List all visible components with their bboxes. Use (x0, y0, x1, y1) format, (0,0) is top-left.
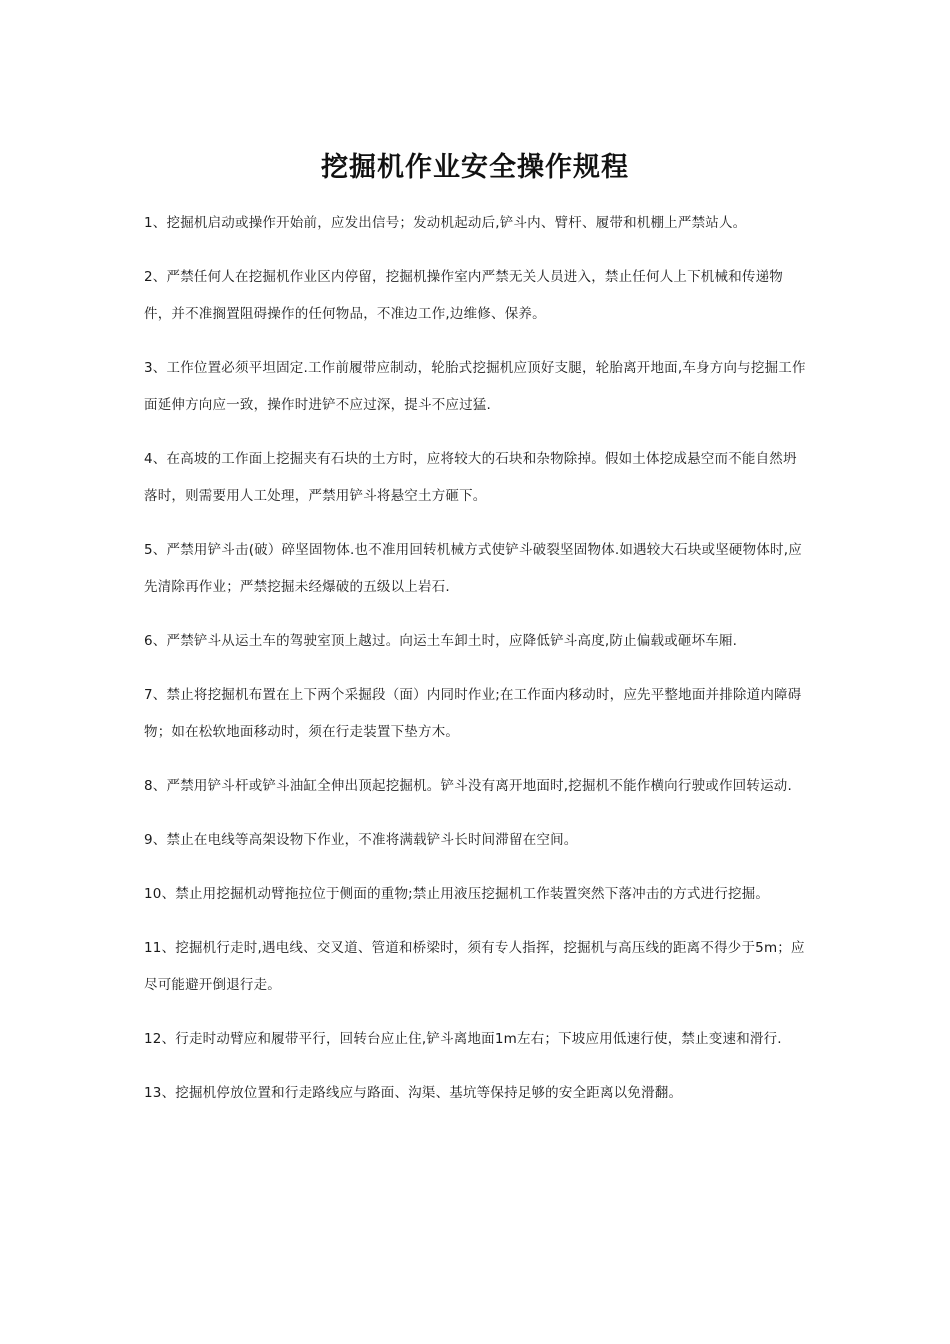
regulation-item-4: 4、在高坡的工作面上挖掘夹有石块的土方时，应将较大的石块和杂物除掉。假如土体挖成悬空而不能自然坍落时，则需要用人工处理，严禁用铲斗将悬空土方砸下。 (144, 451, 797, 504)
document-title: 挖掘机作业安全操作规程 (321, 152, 629, 184)
regulation-list (144, 205, 810, 1129)
regulation-item-2: 2、严禁任何人在挖掘机作业区内停留，挖掘机操作室内严禁无关人员进入，禁止任何人上下机械和传递物件，并不准搁置阻碍操作的任何物品，不准边工作,边维修、保养。 (144, 269, 783, 322)
regulation-item-1: 1、挖掘机启动或操作开始前，应发出信号；发动机起动后,铲斗内、臂杆、履带和机棚上严禁站人。 (144, 215, 747, 231)
regulation-item-11: 11、挖掘机行走时,遇电线、交叉道、管道和桥梁时，须有专人指挥，挖掘机与高压线的距离不得少于5m；应尽可能避开倒退行走。 (144, 940, 805, 993)
regulation-item-3: 3、工作位置必须平坦固定.工作前履带应制动，轮胎式挖掘机应顶好支腿，轮胎离开地面,车身方向与挖掘工作面延伸方向应一致，操作时进铲不应过深，提斗不应过猛. (144, 360, 806, 413)
regulation-item-13: 13、挖掘机停放位置和行走路线应与路面、沟渠、基坑等保持足够的安全距离以免滑翻。 (144, 1085, 683, 1101)
regulation-item-5: 5、严禁用铲斗击(破）碎坚固物体.也不准用回转机械方式使铲斗破裂坚固物体.如遇较大石块或坚硬物体时,应先清除再作业；严禁挖掘未经爆破的五级以上岩石. (144, 542, 802, 595)
regulation-item-6: 6、严禁铲斗从运土车的驾驶室顶上越过。向运土车卸土时，应降低铲斗高度,防止偏载或砸坏车厢. (144, 633, 738, 649)
regulation-item-9: 9、禁止在电线等高架设物下作业，不准将满载铲斗长时间滞留在空间。 (144, 832, 578, 848)
regulation-item-7: 7、禁止将挖掘机布置在上下两个采掘段（面）内同时作业;在工作面内移动时，应先平整地面并排除道内障碍物；如在松软地面移动时，须在行走装置下垫方木。 (144, 687, 802, 740)
regulation-item-12: 12、行走时动臂应和履带平行，回转台应止住,铲斗离地面1m左右；下坡应用低速行使，禁止变速和滑行. (144, 1031, 782, 1047)
regulation-item-10: 10、禁止用挖掘机动臂拖拉位于侧面的重物;禁止用液压挖掘机工作装置突然下落冲击的方式进行挖掘。 (144, 886, 770, 902)
regulation-item-8: 8、严禁用铲斗杆或铲斗油缸全伸出顶起挖掘机。铲斗没有离开地面时,挖掘机不能作横向行驶或作回转运动. (144, 778, 792, 794)
